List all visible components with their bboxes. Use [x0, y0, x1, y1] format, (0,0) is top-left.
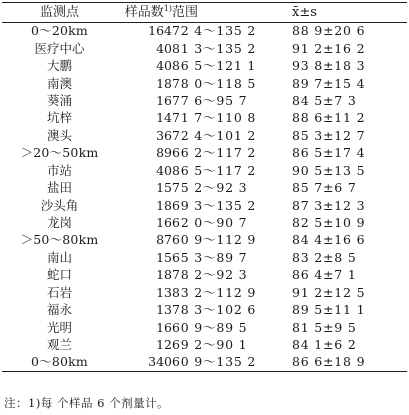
table-row	[2, 110, 407, 127]
cell-mean-sd: 84 5±7 3	[292, 92, 357, 108]
table-row	[2, 249, 407, 266]
cell-range: 72 4～101 2	[172, 127, 257, 143]
cell-site: 葵涌	[46, 92, 72, 108]
cell-mean-sd: 81 5±9 5	[292, 319, 357, 335]
table-header-row	[2, 3, 407, 23]
cell-site: 观兰	[46, 337, 72, 353]
cell-range: 72 4～135 2	[172, 23, 257, 39]
cell-range: 83 2～112 9	[172, 284, 257, 300]
table-group-row	[2, 145, 407, 162]
table-row	[2, 214, 407, 231]
cell-range: 78 0～118 5	[172, 75, 257, 91]
cell-range: 77 6～95 7	[172, 92, 248, 108]
header-mean-sd: x̄±s	[292, 3, 407, 23]
cell-mean-sd: 88 6±11 2	[292, 110, 366, 126]
cell-range: 69 3～135 2	[172, 197, 257, 213]
cell-site: ＞20～50km	[20, 145, 99, 161]
cell-mean-sd: 88 9±20 6	[292, 23, 366, 39]
table-footnote: 注：1)每 个样品 6 个剂量计。	[4, 396, 170, 410]
cell-range: 78 3～102 6	[172, 302, 257, 318]
table-row	[2, 197, 407, 214]
header-sample-count	[117, 3, 172, 23]
table-group-row	[2, 232, 407, 249]
table-row	[2, 57, 407, 74]
header-site: 监测点	[2, 3, 117, 23]
cell-mean-sd: 86 6±18 9	[292, 354, 407, 371]
cell-site: ＞50～80km	[20, 232, 99, 248]
cell-sample-count: 18	[156, 75, 172, 91]
cell-mean-sd: 91 2±16 2	[292, 40, 366, 56]
cell-site: 澳头	[46, 127, 72, 143]
cell-range: 60 9～135 2	[172, 354, 292, 371]
cell-mean-sd: 87 3±12 3	[292, 197, 366, 213]
cell-range: 75 2～92 3	[172, 180, 248, 196]
cell-sample-count: 164	[148, 23, 172, 39]
cell-range: 86 5～121 1	[172, 58, 257, 74]
cell-mean-sd: 86 5±17 4	[292, 145, 366, 161]
cell-site: 福永	[46, 302, 72, 318]
cell-mean-sd: 93 8±18 3	[292, 58, 366, 74]
cell-site: 坑梓	[46, 110, 72, 126]
cell-sample-count: 40	[156, 40, 172, 56]
table-row	[2, 302, 407, 319]
cell-sample-count: 40	[156, 58, 172, 74]
cell-sample-count: 12	[156, 337, 172, 353]
cell-sample-count: 15	[156, 249, 172, 265]
cell-sample-count: 13	[156, 284, 172, 300]
cell-sample-count: 36	[156, 127, 172, 143]
header-range: 范围	[172, 3, 292, 23]
cell-site: 蛇口	[46, 267, 72, 283]
cell-site: 0～20km	[31, 23, 88, 39]
table-body	[2, 23, 407, 372]
cell-site: 医疗中心	[34, 40, 85, 56]
cell-sample-count: 13	[156, 302, 172, 318]
cell-sample-count: 87	[156, 232, 172, 248]
table-row	[2, 267, 407, 284]
cell-mean-sd: 83 2±8 5	[292, 249, 357, 265]
cell-sample-count: 16	[156, 319, 172, 335]
cell-mean-sd: 89 5±11 1	[292, 302, 366, 318]
cell-mean-sd: 82 5±10 9	[292, 215, 366, 231]
cell-sample-count: 14	[156, 110, 172, 126]
cell-site: 大鹏	[46, 58, 72, 74]
cell-range: 66 2～117 2	[172, 145, 257, 161]
cell-range: 78 2～92 3	[172, 267, 248, 283]
cell-sample-count: 18	[156, 267, 172, 283]
cell-range: 71 7～110 8	[172, 110, 257, 126]
data-table	[2, 2, 407, 372]
table-row	[2, 336, 407, 353]
header-footnote-marker: 1)	[163, 3, 172, 13]
table-row	[2, 75, 407, 92]
cell-range: 62 0～90 7	[172, 215, 248, 231]
table-row	[2, 127, 407, 144]
cell-range: 69 2～90 1	[172, 337, 248, 353]
cell-mean-sd: 90 5±13 5	[292, 162, 366, 178]
table-group-row	[2, 23, 407, 40]
table-row	[2, 179, 407, 196]
cell-range: 60 9～89 5	[172, 319, 248, 335]
table-group-row	[2, 354, 407, 371]
table-row	[2, 40, 407, 57]
cell-sample-count: 40	[156, 162, 172, 178]
table-row	[2, 162, 407, 179]
table-row	[2, 319, 407, 336]
cell-mean-sd: 84 1±6 2	[292, 337, 357, 353]
cell-sample-count: 89	[156, 145, 172, 161]
cell-site: 石岩	[46, 284, 72, 300]
cell-site: 南澳	[46, 75, 72, 91]
cell-mean-sd: 85 3±12 7	[292, 127, 366, 143]
cell-mean-sd: 91 2±12 5	[292, 284, 366, 300]
cell-sample-count: 16	[156, 215, 172, 231]
cell-site: 市站	[46, 162, 72, 178]
header-sample-count-label: 样品数	[124, 4, 164, 20]
cell-mean-sd: 84 4±16 6	[292, 232, 366, 248]
cell-site: 南山	[46, 249, 72, 265]
cell-sample-count: 15	[156, 180, 172, 196]
cell-site: 光明	[46, 319, 72, 335]
cell-mean-sd: 85 7±6 7	[292, 180, 357, 196]
table-row	[2, 284, 407, 301]
cell-site: 龙岗	[46, 215, 72, 231]
cell-site: 盐田	[46, 180, 72, 196]
cell-site: 0～80km	[2, 354, 117, 371]
cell-sample-count: 16	[156, 92, 172, 108]
cell-range: 86 5～117 2	[172, 162, 257, 178]
cell-mean-sd: 89 7±15 4	[292, 75, 366, 91]
cell-mean-sd: 86 4±7 1	[292, 267, 357, 283]
table-row	[2, 92, 407, 109]
cell-range: 81 3～135 2	[172, 40, 257, 56]
cell-range: 60 9～112 9	[172, 232, 257, 248]
cell-site: 沙头角	[40, 197, 79, 213]
cell-sample-count: 340	[117, 354, 172, 371]
cell-sample-count: 18	[156, 197, 172, 213]
cell-range: 65 3～89 7	[172, 249, 248, 265]
